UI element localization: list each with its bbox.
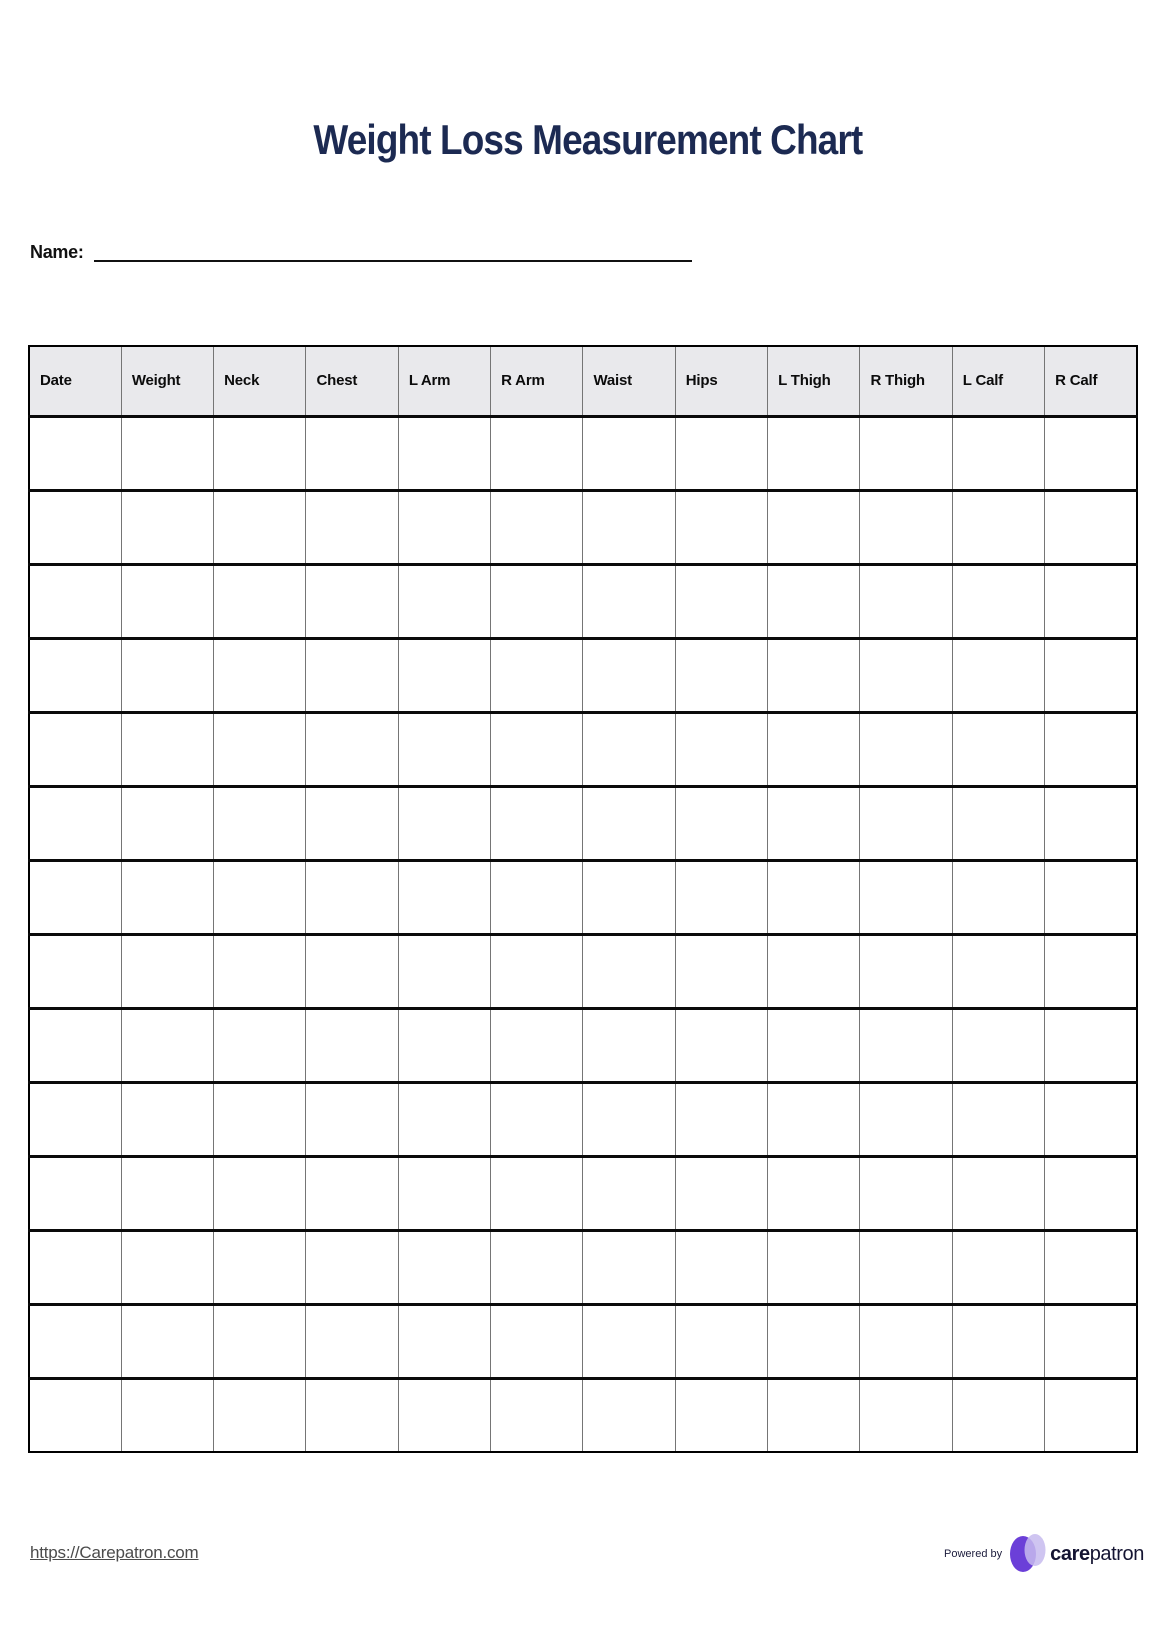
table-cell bbox=[860, 712, 952, 786]
table-cell bbox=[583, 934, 675, 1008]
table-cell bbox=[214, 564, 306, 638]
table-cell bbox=[121, 1156, 213, 1230]
table-cell bbox=[214, 860, 306, 934]
table-row bbox=[29, 1230, 1137, 1304]
column-header-r-arm: R Arm bbox=[491, 346, 583, 416]
column-header-l-arm: L Arm bbox=[398, 346, 490, 416]
table-cell bbox=[214, 786, 306, 860]
table-cell bbox=[952, 1378, 1044, 1452]
table-cell bbox=[583, 1082, 675, 1156]
table-cell bbox=[675, 416, 767, 490]
table-cell bbox=[214, 1082, 306, 1156]
column-header-date: Date bbox=[29, 346, 121, 416]
table-cell bbox=[121, 934, 213, 1008]
table-cell bbox=[860, 934, 952, 1008]
table-cell bbox=[952, 638, 1044, 712]
table-cell bbox=[491, 1008, 583, 1082]
table-cell bbox=[1045, 1082, 1137, 1156]
table-cell bbox=[29, 638, 121, 712]
table-cell bbox=[675, 712, 767, 786]
table-cell bbox=[583, 712, 675, 786]
table-cell bbox=[121, 712, 213, 786]
table-cell bbox=[583, 860, 675, 934]
table-cell bbox=[306, 416, 398, 490]
table-row bbox=[29, 564, 1137, 638]
table-cell bbox=[768, 934, 860, 1008]
table-cell bbox=[398, 1156, 490, 1230]
table-cell bbox=[491, 1378, 583, 1452]
table-cell bbox=[768, 712, 860, 786]
table-row bbox=[29, 490, 1137, 564]
table-cell bbox=[491, 860, 583, 934]
name-input-line bbox=[94, 260, 692, 262]
table-cell bbox=[952, 1230, 1044, 1304]
table-cell bbox=[675, 934, 767, 1008]
table-cell bbox=[952, 1008, 1044, 1082]
table-cell bbox=[768, 564, 860, 638]
table-cell bbox=[860, 1304, 952, 1378]
table-cell bbox=[952, 934, 1044, 1008]
table-cell bbox=[214, 416, 306, 490]
table-cell bbox=[306, 1008, 398, 1082]
table-cell bbox=[952, 1304, 1044, 1378]
table-row bbox=[29, 1304, 1137, 1378]
table-cell bbox=[1045, 564, 1137, 638]
table-cell bbox=[860, 564, 952, 638]
title-block bbox=[0, 0, 1176, 164]
table-cell bbox=[398, 1304, 490, 1378]
table-row bbox=[29, 638, 1137, 712]
table-cell bbox=[398, 934, 490, 1008]
table-cell bbox=[121, 1008, 213, 1082]
table-row bbox=[29, 1378, 1137, 1452]
table-cell bbox=[306, 1304, 398, 1378]
table-cell bbox=[306, 490, 398, 564]
table-cell bbox=[121, 1082, 213, 1156]
table-cell bbox=[675, 490, 767, 564]
table-cell bbox=[860, 490, 952, 564]
table-cell bbox=[29, 1008, 121, 1082]
table-cell bbox=[768, 1156, 860, 1230]
carepatron-logo-icon bbox=[1010, 1533, 1046, 1575]
name-field-row bbox=[30, 240, 692, 265]
table-cell bbox=[214, 1304, 306, 1378]
table-cell bbox=[860, 786, 952, 860]
table-cell bbox=[306, 1230, 398, 1304]
table-cell bbox=[1045, 1156, 1137, 1230]
table-cell bbox=[491, 1304, 583, 1378]
table-cell bbox=[306, 786, 398, 860]
table-cell bbox=[491, 1082, 583, 1156]
table-cell bbox=[214, 934, 306, 1008]
table-cell bbox=[860, 1082, 952, 1156]
table-cell bbox=[121, 416, 213, 490]
table-cell bbox=[306, 638, 398, 712]
table-cell bbox=[1045, 490, 1137, 564]
table-cell bbox=[675, 1008, 767, 1082]
column-header-hips: Hips bbox=[675, 346, 767, 416]
table-cell bbox=[583, 1378, 675, 1452]
table-cell bbox=[398, 416, 490, 490]
table-cell bbox=[398, 1008, 490, 1082]
table-cell bbox=[29, 786, 121, 860]
table-row bbox=[29, 1008, 1137, 1082]
table-cell bbox=[1045, 1378, 1137, 1452]
table-cell bbox=[398, 1082, 490, 1156]
table-cell bbox=[214, 1156, 306, 1230]
table-cell bbox=[491, 712, 583, 786]
table-cell bbox=[214, 490, 306, 564]
table-cell bbox=[768, 786, 860, 860]
table-cell bbox=[121, 1230, 213, 1304]
table-cell bbox=[952, 1156, 1044, 1230]
measurement-table-container bbox=[28, 345, 1138, 1453]
table-cell bbox=[768, 1378, 860, 1452]
table-cell bbox=[491, 934, 583, 1008]
table-cell bbox=[860, 1230, 952, 1304]
table-cell bbox=[952, 786, 1044, 860]
table-cell bbox=[675, 1156, 767, 1230]
column-header-l-calf: L Calf bbox=[952, 346, 1044, 416]
table-cell bbox=[121, 860, 213, 934]
table-cell bbox=[583, 638, 675, 712]
powered-by-label: Powered by bbox=[944, 1548, 1003, 1560]
column-header-chest: Chest bbox=[306, 346, 398, 416]
table-cell bbox=[491, 490, 583, 564]
page-title: Weight Loss Measurement Chart bbox=[313, 116, 863, 163]
table-cell bbox=[675, 1304, 767, 1378]
table-cell bbox=[306, 1082, 398, 1156]
table-cell bbox=[29, 564, 121, 638]
table-cell bbox=[1045, 1008, 1137, 1082]
table-cell bbox=[675, 860, 767, 934]
table-cell bbox=[860, 860, 952, 934]
table-cell bbox=[214, 1378, 306, 1452]
table-cell bbox=[306, 1378, 398, 1452]
table-cell bbox=[398, 490, 490, 564]
table-cell bbox=[29, 1378, 121, 1452]
table-cell bbox=[306, 934, 398, 1008]
table-row bbox=[29, 934, 1137, 1008]
table-cell bbox=[583, 416, 675, 490]
table-row bbox=[29, 1156, 1137, 1230]
table-cell bbox=[1045, 1230, 1137, 1304]
table-cell bbox=[491, 564, 583, 638]
table-row bbox=[29, 860, 1137, 934]
table-cell bbox=[768, 860, 860, 934]
table-cell bbox=[398, 1378, 490, 1452]
table-cell bbox=[398, 712, 490, 786]
table-cell bbox=[952, 712, 1044, 786]
table-cell bbox=[398, 564, 490, 638]
column-header-waist: Waist bbox=[583, 346, 675, 416]
table-cell bbox=[1045, 860, 1137, 934]
table-cell bbox=[583, 564, 675, 638]
table-cell bbox=[29, 490, 121, 564]
table-cell bbox=[306, 860, 398, 934]
table-cell bbox=[1045, 786, 1137, 860]
table-row bbox=[29, 786, 1137, 860]
table-cell bbox=[675, 786, 767, 860]
table-cell bbox=[491, 786, 583, 860]
table-cell bbox=[583, 1156, 675, 1230]
table-cell bbox=[860, 1156, 952, 1230]
powered-by-brand bbox=[944, 1533, 1144, 1575]
table-cell bbox=[860, 1378, 952, 1452]
brand-text-patron: patron bbox=[1089, 1542, 1144, 1565]
table-cell bbox=[214, 712, 306, 786]
brand-text-care: care bbox=[1050, 1542, 1090, 1565]
table-cell bbox=[675, 1230, 767, 1304]
table-cell bbox=[768, 490, 860, 564]
table-header-row bbox=[29, 346, 1137, 416]
table-cell bbox=[29, 860, 121, 934]
table-cell bbox=[860, 1008, 952, 1082]
table-cell bbox=[1045, 712, 1137, 786]
table-cell bbox=[491, 638, 583, 712]
column-header-r-thigh: R Thigh bbox=[860, 346, 952, 416]
table-row bbox=[29, 712, 1137, 786]
table-cell bbox=[860, 416, 952, 490]
table-cell bbox=[29, 416, 121, 490]
table-cell bbox=[583, 1008, 675, 1082]
table-cell bbox=[121, 1378, 213, 1452]
table-cell bbox=[306, 1156, 398, 1230]
table-cell bbox=[675, 1378, 767, 1452]
table-cell bbox=[29, 1156, 121, 1230]
table-cell bbox=[121, 1304, 213, 1378]
table-cell bbox=[583, 786, 675, 860]
table-cell bbox=[491, 416, 583, 490]
table-cell bbox=[768, 416, 860, 490]
carepatron-wordmark bbox=[1050, 1543, 1144, 1566]
table-cell bbox=[398, 786, 490, 860]
table-cell bbox=[214, 638, 306, 712]
table-cell bbox=[398, 638, 490, 712]
table-cell bbox=[952, 860, 1044, 934]
table-cell bbox=[952, 490, 1044, 564]
table-cell bbox=[29, 1304, 121, 1378]
table-cell bbox=[768, 1008, 860, 1082]
table-cell bbox=[1045, 1304, 1137, 1378]
table-cell bbox=[29, 1082, 121, 1156]
table-cell bbox=[860, 638, 952, 712]
table-cell bbox=[768, 1082, 860, 1156]
table-cell bbox=[29, 934, 121, 1008]
table-cell bbox=[675, 1082, 767, 1156]
table-cell bbox=[583, 490, 675, 564]
table-cell bbox=[121, 490, 213, 564]
table-row bbox=[29, 1082, 1137, 1156]
table-cell bbox=[768, 1304, 860, 1378]
table-cell bbox=[306, 564, 398, 638]
table-cell bbox=[29, 712, 121, 786]
table-cell bbox=[1045, 934, 1137, 1008]
table-cell bbox=[952, 1082, 1044, 1156]
table-cell bbox=[583, 1230, 675, 1304]
name-label: Name: bbox=[30, 242, 84, 262]
table-cell bbox=[952, 564, 1044, 638]
table-cell bbox=[214, 1008, 306, 1082]
column-header-l-thigh: L Thigh bbox=[768, 346, 860, 416]
table-cell bbox=[675, 564, 767, 638]
table-cell bbox=[121, 564, 213, 638]
table-cell bbox=[952, 416, 1044, 490]
table-cell bbox=[306, 712, 398, 786]
table-cell bbox=[768, 1230, 860, 1304]
table-cell bbox=[675, 638, 767, 712]
table-cell bbox=[1045, 638, 1137, 712]
table-cell bbox=[398, 860, 490, 934]
table-cell bbox=[768, 638, 860, 712]
column-header-r-calf: R Calf bbox=[1045, 346, 1137, 416]
table-cell bbox=[214, 1230, 306, 1304]
measurement-table bbox=[28, 345, 1138, 1453]
column-header-weight: Weight bbox=[121, 346, 213, 416]
table-row bbox=[29, 416, 1137, 490]
table-cell bbox=[398, 1230, 490, 1304]
table-cell bbox=[121, 786, 213, 860]
table-cell bbox=[29, 1230, 121, 1304]
table-cell bbox=[491, 1156, 583, 1230]
table-cell bbox=[491, 1230, 583, 1304]
table-cell bbox=[583, 1304, 675, 1378]
column-header-neck: Neck bbox=[214, 346, 306, 416]
carepatron-url-link[interactable]: https://Carepatron.com bbox=[30, 1543, 199, 1562]
table-cell bbox=[121, 638, 213, 712]
table-cell bbox=[1045, 416, 1137, 490]
